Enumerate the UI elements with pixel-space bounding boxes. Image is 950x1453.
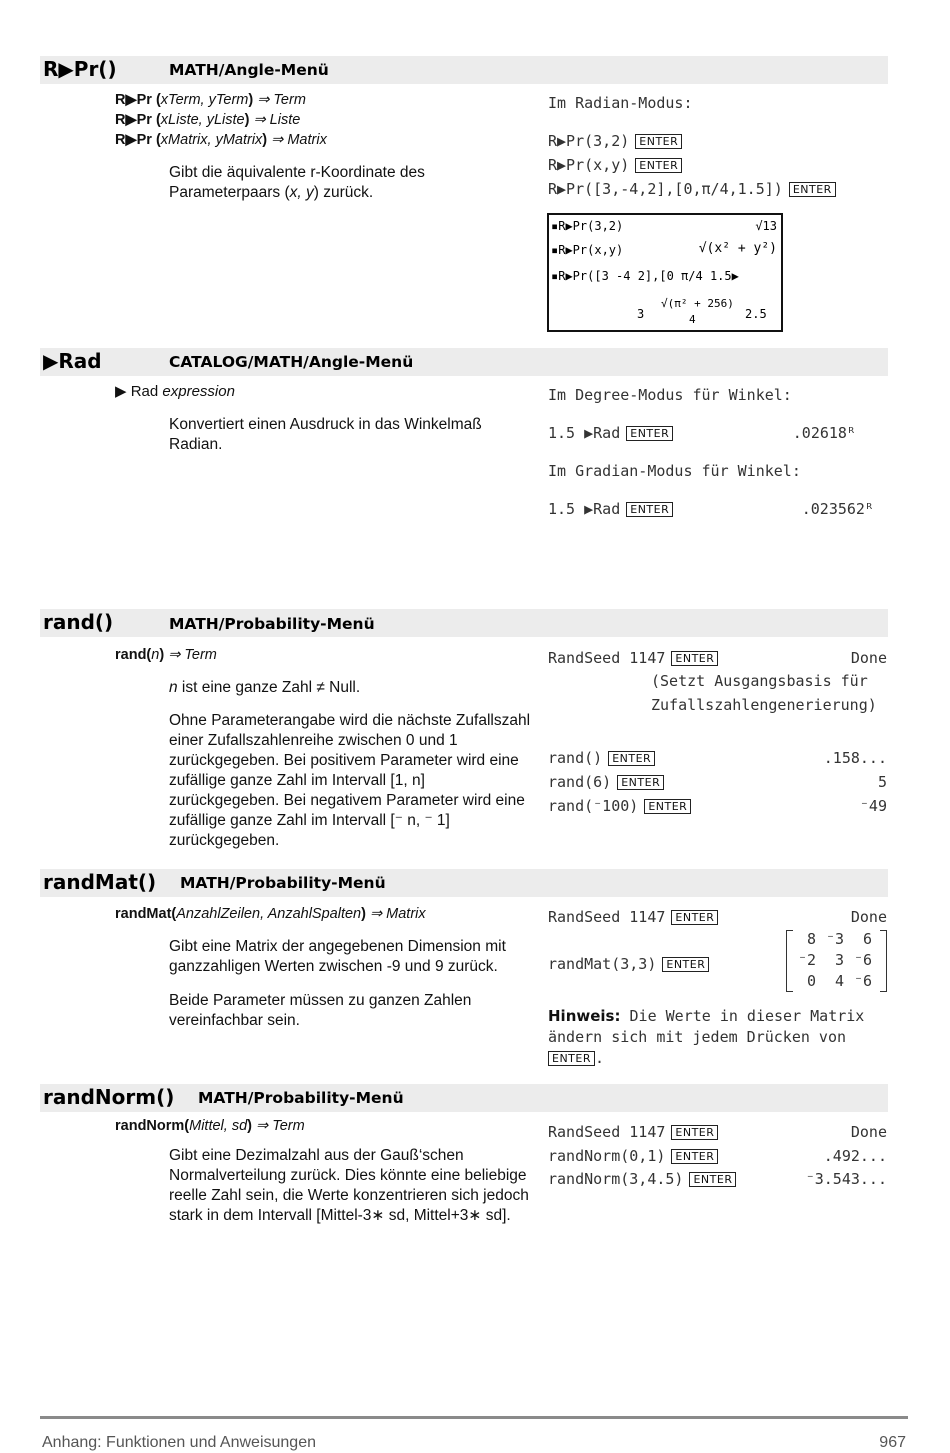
function-name-randnorm: randNorm() [43, 1085, 175, 1109]
screen-result: 4 [689, 313, 696, 326]
enter-key-icon: ENTER [662, 957, 709, 972]
enter-key-icon: ENTER [635, 158, 682, 173]
matrix-cell: ⁻6 [853, 972, 872, 990]
description: Beide Parameter müssen zu ganzen Zahlen vereinfachbar sein. [169, 992, 472, 1029]
example-line: rand(6) ENTER [548, 771, 664, 793]
example-line: R▶Pr(3,2) ENTER [548, 130, 682, 152]
matrix-cell: 6 [862, 930, 872, 948]
example-line: randNorm(0,1) ENTER [548, 1145, 718, 1167]
example-mode-label: Im Radian-Modus: [548, 94, 693, 112]
screen-result: √13 [755, 219, 777, 233]
menu-path-rand: MATH/Probability-Menü [169, 615, 375, 633]
example-result: Done [850, 908, 887, 926]
hint-line: Hinweis: Die Werte in dieser Matrix [548, 1007, 865, 1025]
screen-result: √(π² + 256) [661, 297, 734, 310]
description: Gibt eine Matrix der angegebenen Dimension mit ganzzahligen Werten zwischen -9 und 9 zurück. [169, 938, 506, 975]
example-result: .492... [823, 1147, 887, 1165]
example-mode-label: Im Degree-Modus für Winkel: [548, 386, 792, 404]
menu-path-randnorm: MATH/Probability-Menü [198, 1089, 404, 1107]
screen-entry: ▪R▶Pr(3,2) [551, 219, 624, 233]
example-result: 5 [877, 773, 887, 791]
example-line: RandSeed 1147 ENTER [548, 1121, 718, 1143]
enter-key-icon: ENTER [671, 651, 718, 666]
example-line: R▶Pr(x,y) ENTER [548, 154, 682, 176]
example-line: rand(⁻100) ENTER [548, 795, 691, 817]
example-result: ⁻3.543... [805, 1170, 887, 1188]
enter-key-icon: ENTER [671, 910, 718, 925]
description: Gibt eine Dezimalzahl aus der Gauß‘schen Normalverteilung zurück. Dies könnte eine beliebige reelle Zahl sein, die Werte konzentrieren sich jedoch stark in dem Intervall [Mittel-3∗ sd, Mittel+3∗ sd]. [169, 1147, 529, 1224]
menu-path-randmat: MATH/Probability-Menü [180, 874, 386, 892]
hint-label: Hinweis: [548, 1007, 621, 1025]
example-line: rand() ENTER [548, 747, 655, 769]
section-header-rand [40, 609, 888, 637]
example-mode-label: Im Gradian-Modus für Winkel: [548, 462, 801, 480]
hint-line: ändern sich mit jedem Drücken von [548, 1028, 847, 1046]
section-header-rpr [40, 56, 888, 84]
enter-key-icon: ENTER [644, 799, 691, 814]
syntax-line: R▶Pr (xListe, yListe) ⇒ Liste [115, 112, 301, 128]
syntax-line: R▶Pr (xTerm, yTerm) ⇒ Term [115, 92, 306, 108]
enter-key-icon: ENTER [608, 751, 655, 766]
example-line: RandSeed 1147 ENTER [548, 906, 718, 928]
syntax-line: ▶ Rad expression [115, 383, 235, 400]
footer-chapter-title: Anhang: Funktionen und Anweisungen [42, 1434, 316, 1451]
screen-result: 3 [637, 307, 645, 321]
example-line: randMat(3,3) ENTER [548, 953, 709, 975]
screen-entry: ▪R▶Pr([3 -4 2],[0 π/4 1.5▶ [551, 269, 739, 283]
example-result: .023562ᴿ [801, 500, 874, 518]
menu-path-rad: CATALOG/MATH/Angle-Menü [169, 353, 414, 371]
example-line: R▶Pr([3,-4,2],[0,π/4,1.5]) ENTER [548, 178, 836, 200]
hint-line: ENTER . [548, 1047, 604, 1069]
enter-key-icon: ENTER [689, 1172, 736, 1187]
page-number: 967 [879, 1434, 906, 1451]
description: Konvertiert einen Ausdruck in das Winkelmaß Radian. [169, 416, 482, 453]
example-note: Zufallszahlengenerierung) [651, 696, 877, 714]
screen-result: 2.5 [745, 307, 767, 321]
enter-key-icon: ENTER [626, 502, 673, 517]
enter-key-icon: ENTER [548, 1051, 595, 1066]
menu-path-rpr: MATH/Angle-Menü [169, 61, 329, 79]
syntax-line: R▶Pr (xMatrix, yMatrix) ⇒ Matrix [115, 132, 327, 148]
syntax-line: rand(n) ⇒ Term [115, 647, 217, 663]
enter-key-icon: ENTER [789, 182, 836, 197]
matrix-cell: 0 [806, 972, 816, 990]
section-header-rad [40, 348, 888, 376]
matrix-cell: 4 [834, 972, 844, 990]
enter-key-icon: ENTER [671, 1125, 718, 1140]
example-line: RandSeed 1147 ENTER [548, 647, 718, 669]
enter-key-icon: ENTER [617, 775, 664, 790]
calculator-screenshot [547, 213, 783, 332]
enter-key-icon: ENTER [626, 426, 673, 441]
syntax-line: randNorm(Mittel, sd) ⇒ Term [115, 1118, 305, 1134]
description: Gibt die äquivalente r-Koordinate des Parameterpaars (x, y) zurück. [169, 164, 425, 201]
example-note: (Setzt Ausgangsbasis für [651, 672, 868, 690]
matrix-cell: ⁻6 [853, 951, 872, 969]
function-name-rad: ▶Rad [43, 349, 102, 373]
example-result: ⁻49 [859, 797, 887, 815]
footer-rule [40, 1416, 908, 1419]
function-name-randmat: randMat() [43, 870, 157, 894]
enter-key-icon: ENTER [635, 134, 682, 149]
example-result: .158... [823, 749, 887, 767]
example-result: Done [850, 1123, 887, 1141]
example-line: 1.5 ▶Rad ENTER [548, 498, 673, 520]
matrix-right-bracket [880, 930, 887, 992]
screen-result: √(x² + y²) [698, 241, 777, 256]
function-name-rpr: R▶Pr() [43, 57, 117, 81]
syntax-line: randMat(AnzahlZeilen, AnzahlSpalten) ⇒ Matrix [115, 906, 426, 922]
matrix-cell: 3 [834, 951, 844, 969]
description: Ohne Parameterangabe wird die nächste Zufallszahl einer Zufallszahlenreihe zwischen 0 und 1 zurückgegeben. Bei positivem Parameter wird eine zufällige ganze Zahl im Intervall [1, n] zurückgegeben. Bei negativem Parameter wird eine zufällige ganze Zahl im Intervall [⁻ n, ⁻ 1] zurückgegeben. [169, 712, 531, 849]
matrix-cell: ⁻3 [826, 930, 845, 948]
matrix-cell: ⁻2 [797, 951, 816, 969]
result-matrix [786, 929, 887, 992]
example-result: .02618ᴿ [792, 424, 856, 442]
description: n ist eine ganze Zahl ≠ Null. [169, 679, 361, 696]
example-line: 1.5 ▶Rad ENTER [548, 422, 673, 444]
section-header-randmat [40, 869, 888, 897]
matrix-left-bracket [786, 930, 793, 992]
example-line: randNorm(3,4.5) ENTER [548, 1168, 736, 1190]
screen-entry: ▪R▶Pr(x,y) [551, 243, 624, 257]
function-name-rand: rand() [43, 610, 114, 634]
enter-key-icon: ENTER [671, 1149, 718, 1164]
matrix-cell: 8 [806, 930, 816, 948]
example-result: Done [850, 649, 887, 667]
